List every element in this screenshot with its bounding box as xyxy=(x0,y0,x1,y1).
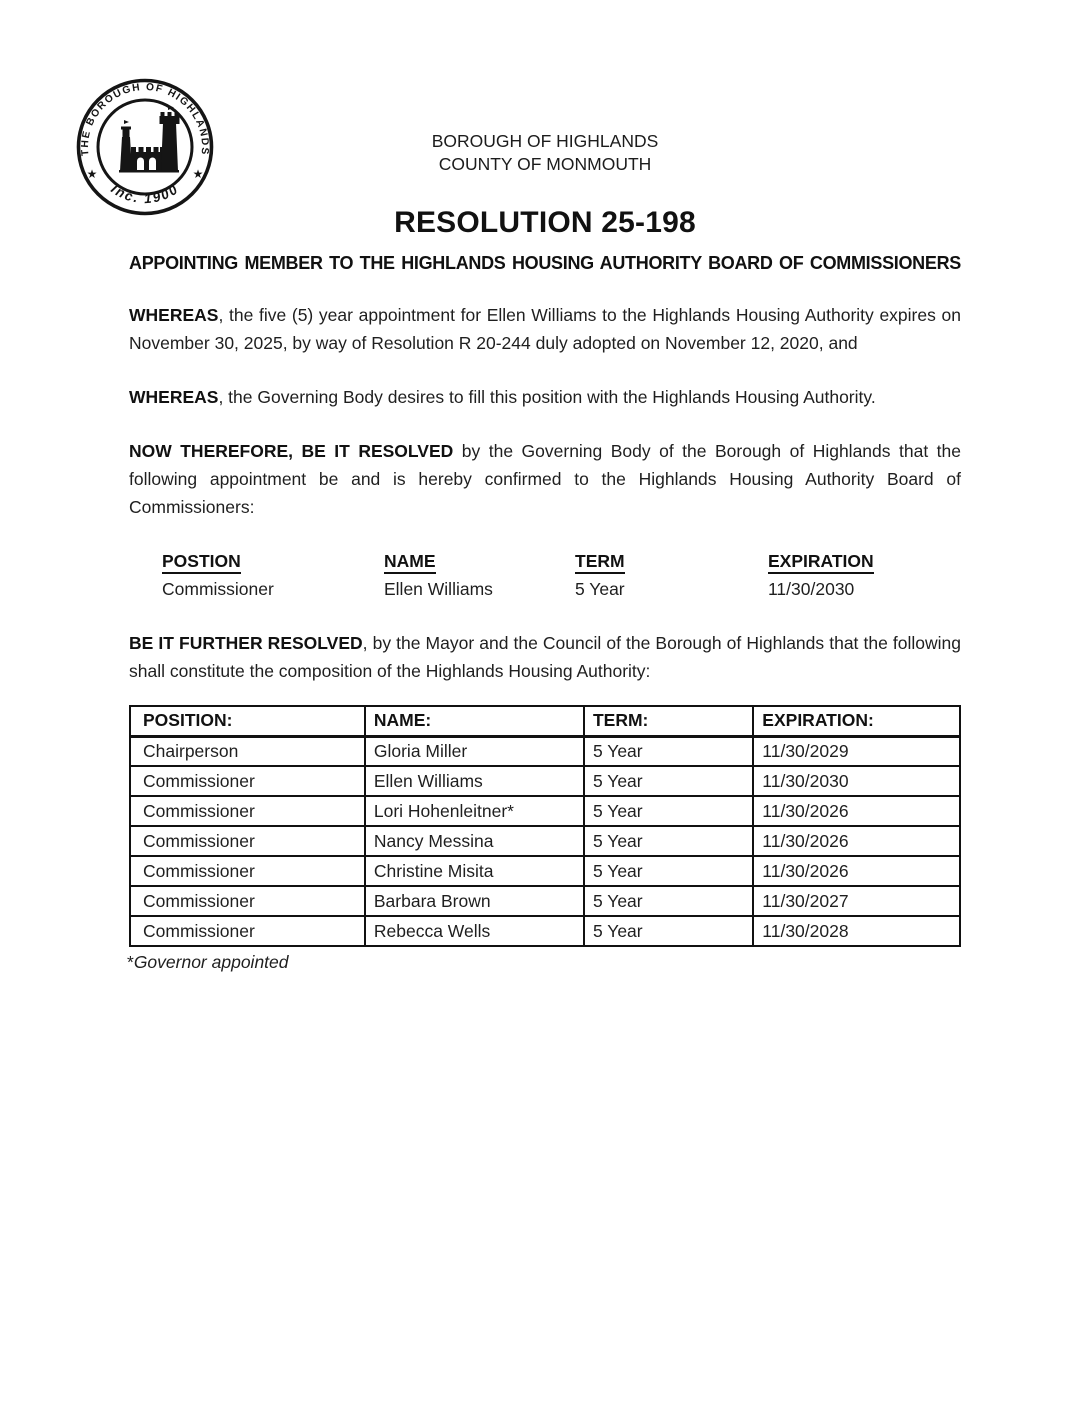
appointment-summary xyxy=(129,547,961,603)
seal-top-text: THE BOROUGH OF HIGHLANDS xyxy=(79,81,211,157)
seal-star-right-icon: ★ xyxy=(192,167,204,181)
cell-position: Commissioner xyxy=(130,796,365,826)
org-name: BOROUGH OF HIGHLANDS xyxy=(431,131,659,151)
cell-term: 5 Year xyxy=(584,736,753,766)
column-header-name: NAME: xyxy=(365,706,584,736)
further-resolved-paragraph xyxy=(129,629,961,685)
resolution-title: RESOLUTION 25-198 xyxy=(394,206,696,239)
cell-name: Lori Hohenleitner* xyxy=(365,796,584,826)
cell-expiration: 11/30/2026 xyxy=(753,826,960,856)
whereas-paragraph-1 xyxy=(129,301,961,357)
cell-position: Commissioner xyxy=(130,916,365,946)
appointment-header-name: NAME xyxy=(384,547,575,575)
cell-expiration: 11/30/2029 xyxy=(753,736,960,766)
paragraph-text: , the Governing Body desires to fill this position with the Highlands Housing Authority. xyxy=(218,387,876,407)
cell-name: Christine Misita xyxy=(365,856,584,886)
paragraph-text: , the five (5) year appointment for Ellen Williams to the Highlands Housing Authority expires on November 30, 2025, by way of Resolution R 20-244 duly adopted on November 12, 2020, and xyxy=(129,305,961,353)
cell-position: Commissioner xyxy=(130,856,365,886)
appointment-header-term: TERM xyxy=(575,547,768,575)
appointment-name: Ellen Williams xyxy=(384,579,493,599)
cell-name: Nancy Messina xyxy=(365,826,584,856)
paragraph-lead: WHEREAS xyxy=(129,387,219,407)
cell-term: 5 Year xyxy=(584,856,753,886)
cell-position: Commissioner xyxy=(130,886,365,916)
resolution-subject: APPOINTING MEMBER TO THE HIGHLANDS HOUSING AUTHORITY BOARD OF COMMISSIONERS xyxy=(129,253,961,273)
seal-star-left-icon: ★ xyxy=(86,167,98,181)
org-county: COUNTY OF MONMOUTH xyxy=(438,154,652,174)
cell-position: Commissioner xyxy=(130,826,365,856)
cell-name: Ellen Williams xyxy=(365,766,584,796)
cell-term: 5 Year xyxy=(584,886,753,916)
paragraph-lead: NOW THEREFORE, BE IT RESOLVED xyxy=(129,441,454,461)
cell-expiration: 11/30/2030 xyxy=(753,766,960,796)
cell-expiration: 11/30/2027 xyxy=(753,886,960,916)
document-body xyxy=(129,0,961,973)
appointment-header-position: POSTION xyxy=(162,547,384,575)
table-row xyxy=(130,736,960,766)
whereas-paragraph-2 xyxy=(129,383,961,411)
governor-appointed-footnote xyxy=(127,952,961,973)
table-row xyxy=(130,916,960,946)
paragraph-lead: WHEREAS xyxy=(129,305,219,325)
table-row xyxy=(130,886,960,916)
cell-name: Barbara Brown xyxy=(365,886,584,916)
paragraph-text: by the Governing Body of the Borough of Highlands that the following appointment be and is hereby confirmed to the Highlands Housing Authority Board of Commissioners: xyxy=(129,441,961,517)
cell-expiration: 11/30/2026 xyxy=(753,856,960,886)
board-composition-table xyxy=(129,705,961,947)
cell-term: 5 Year xyxy=(584,826,753,856)
footnote-marker: * xyxy=(127,952,134,972)
cell-term: 5 Year xyxy=(584,766,753,796)
cell-expiration: 11/30/2026 xyxy=(753,796,960,826)
table-row xyxy=(130,766,960,796)
cell-name: Gloria Miller xyxy=(365,736,584,766)
table-row xyxy=(130,796,960,826)
paragraph-lead: BE IT FURTHER RESOLVED xyxy=(129,633,363,653)
appointment-header-expiration: EXPIRATION xyxy=(768,547,961,575)
seal-bottom-text: Inc. 1900 xyxy=(108,180,182,207)
paragraph-text: , by the Mayor and the Council of the Borough of Highlands that the following shall constitute the composition of the Highlands Housing Authority: xyxy=(129,633,961,681)
cell-term: 5 Year xyxy=(584,916,753,946)
cell-position: Chairperson xyxy=(130,736,365,766)
cell-term: 5 Year xyxy=(584,796,753,826)
document-header xyxy=(129,130,961,176)
column-header-term: TERM: xyxy=(584,706,753,736)
table-header-row xyxy=(130,706,960,736)
appointment-expiration: 11/30/2030 xyxy=(768,579,855,599)
cell-expiration: 11/30/2028 xyxy=(753,916,960,946)
board-composition-table-wrap xyxy=(129,705,961,947)
cell-position: Commissioner xyxy=(130,766,365,796)
table-row xyxy=(130,856,960,886)
appointment-term: 5 Year xyxy=(575,579,625,599)
column-header-expiration: EXPIRATION: xyxy=(753,706,960,736)
column-header-position: POSITION: xyxy=(130,706,365,736)
table-row xyxy=(130,826,960,856)
resolved-paragraph xyxy=(129,437,961,521)
appointment-position: Commissioner xyxy=(162,579,274,599)
cell-name: Rebecca Wells xyxy=(365,916,584,946)
footnote-text: Governor appointed xyxy=(133,952,289,972)
